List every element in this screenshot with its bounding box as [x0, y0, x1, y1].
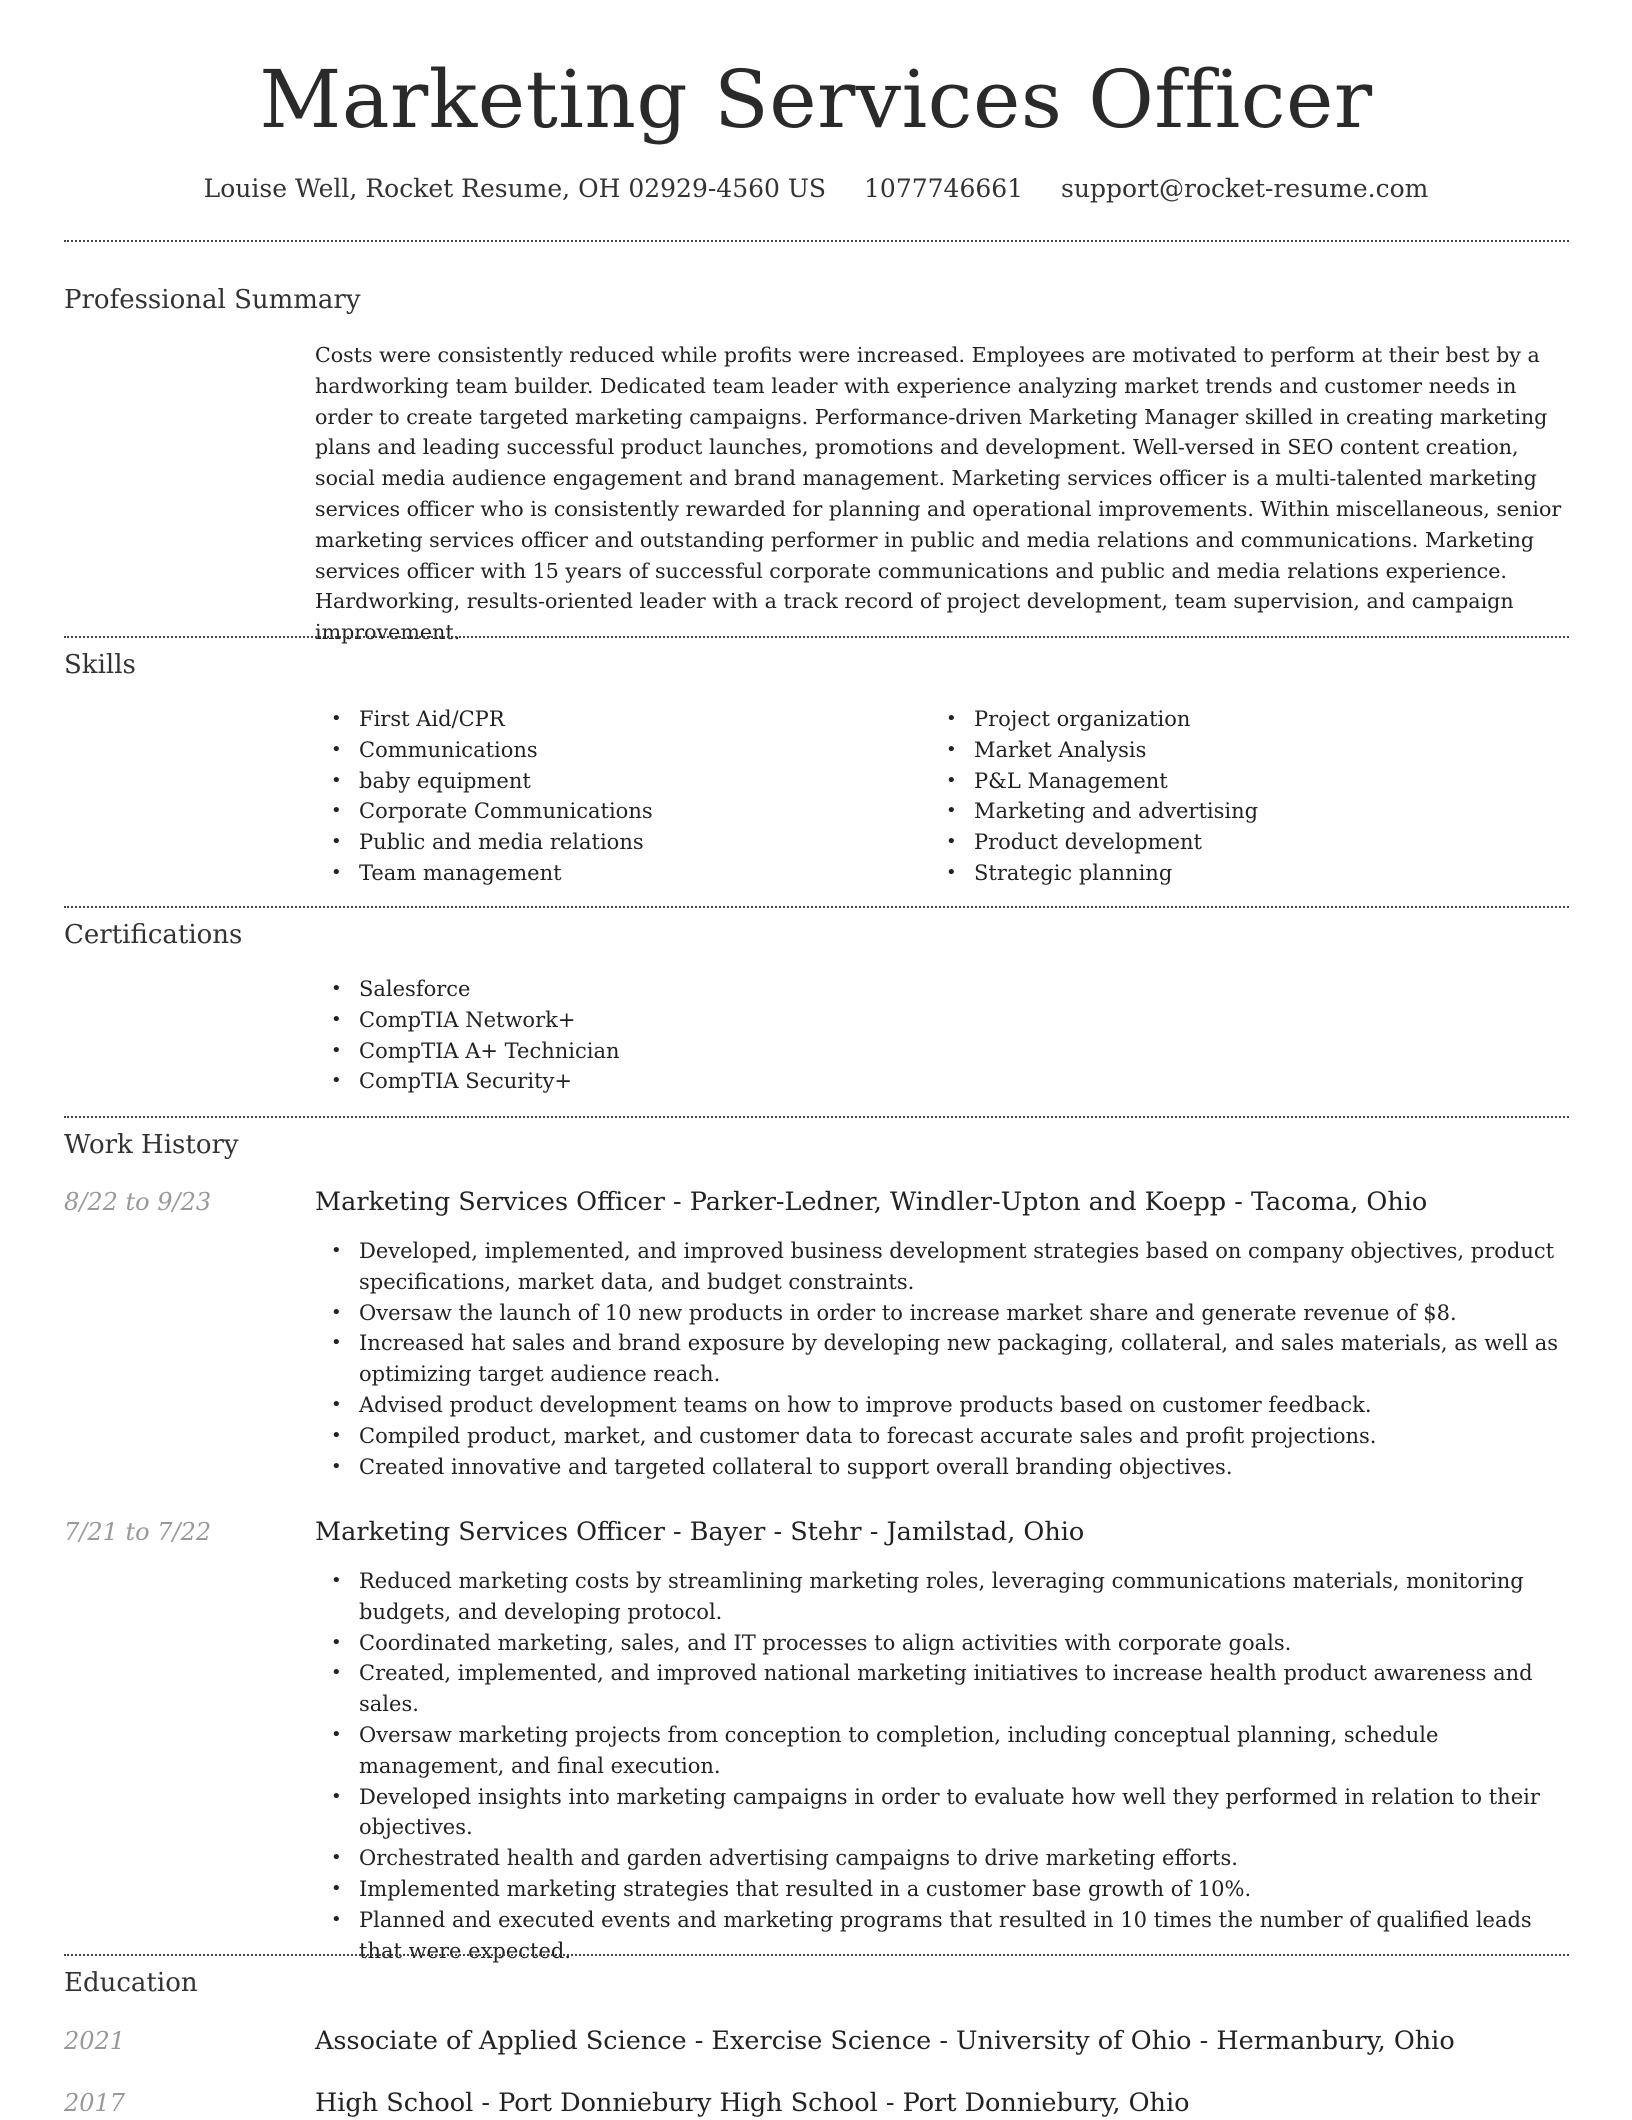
- education-heading: Associate of Applied Science - Exercise Science - University of Ohio - Hermanbury, Ohio: [315, 2026, 1455, 2056]
- section-title-education: Education: [64, 1968, 198, 1998]
- list-item: • Increased hat sales and brand exposure by developing new packaging, collateral, and sales materials, as well as optimizing target audience reach.: [315, 1328, 1569, 1390]
- list-item: • Advised product development teams on how to improve products based on customer feedback.: [315, 1390, 1569, 1421]
- contact-line: [0, 172, 1632, 206]
- list-item: • Project organization: [930, 704, 1530, 735]
- list-item: • Developed insights into marketing campaigns in order to evaluate how well they performed in relation to their objectives.: [315, 1782, 1569, 1844]
- list-item: • CompTIA A+ Technician: [315, 1036, 1115, 1067]
- list-item: • Communications: [315, 735, 915, 766]
- list-item: • Implemented marketing strategies that resulted in a customer base growth of 10%.: [315, 1874, 1569, 1905]
- job-heading: Marketing Services Officer - Parker-Ledner, Windler-Upton and Koepp - Tacoma, Ohio: [315, 1187, 1428, 1217]
- list-item: • Planned and executed events and marketing programs that resulted in 10 times the number of qualified leads that were expected.: [315, 1905, 1569, 1967]
- list-item: • Oversaw the launch of 10 new products in order to increase market share and generate revenue of $8.: [315, 1298, 1569, 1329]
- list-item: • Developed, implemented, and improved business development strategies based on company objectives, product specifications, market data, and budget constraints.: [315, 1236, 1569, 1298]
- divider: [64, 1954, 1569, 1956]
- job-heading: Marketing Services Officer - Bayer - Stehr - Jamilstad, Ohio: [315, 1517, 1085, 1547]
- list-item: • P&L Management: [930, 766, 1530, 797]
- section-title-work: Work History: [64, 1130, 239, 1160]
- summary-text: Costs were consistently reduced while profits were increased. Employees are motivated to perform at their best by a hardworking team builder. Dedicated team leader with experience analyzing market trends and customer needs in order to create targeted marketing campaigns. Performance-driven Marketing Manager skilled in creating marketing plans and leading successful product launches, promotions and development. Well-versed in SEO content creation, social media audience engagement and brand management. Marketing services officer is a multi-talented marketing services officer who is consistently rewarded for planning and operational improvements. Within miscellaneous, senior marketing services officer and outstanding performer in public and media relations and communications. Marketing services officer with 15 years of successful corporate communications and public and media relations experience. Hardworking, results-oriented leader with a track record of project development, team supervision, and campaign improvement.: [315, 343, 1562, 645]
- phone: 1077746661: [864, 174, 1024, 203]
- section-title-summary: Professional Summary: [64, 285, 361, 315]
- section-title-certifications: Certifications: [64, 920, 243, 950]
- section-title-skills: Skills: [64, 650, 136, 680]
- list-item: • Compiled product, market, and customer data to forecast accurate sales and profit projections.: [315, 1421, 1569, 1452]
- education-year: 2017: [64, 2089, 126, 2117]
- list-item: • Marketing and advertising: [930, 796, 1530, 827]
- list-item: • Created, implemented, and improved national marketing initiatives to increase health product awareness and sales.: [315, 1658, 1569, 1720]
- address: Louise Well, Rocket Resume, OH 02929-4560 US: [203, 174, 827, 203]
- list-item: • Strategic planning: [930, 858, 1530, 889]
- education-heading: High School - Port Donniebury High School - Port Donniebury, Ohio: [315, 2088, 1190, 2118]
- list-item: • Orchestrated health and garden advertising campaigns to drive marketing efforts.: [315, 1843, 1569, 1874]
- list-item: • Created innovative and targeted collateral to support overall branding objectives.: [315, 1452, 1569, 1483]
- list-item: • CompTIA Network+: [315, 1005, 1115, 1036]
- list-item: • First Aid/CPR: [315, 704, 915, 735]
- list-item: • Team management: [315, 858, 915, 889]
- email: support@rocket-resume.com: [1061, 174, 1429, 203]
- list-item: • Product development: [930, 827, 1530, 858]
- list-item: • Oversaw marketing projects from conception to completion, including conceptual planning, schedule management, and final execution.: [315, 1720, 1569, 1782]
- list-item: • Public and media relations: [315, 827, 915, 858]
- job-bullets: [315, 1236, 1569, 1482]
- job-bullets: [315, 1566, 1569, 1966]
- job-dates: 7/21 to 7/22: [64, 1518, 212, 1546]
- skills-list-left: [315, 704, 915, 889]
- list-item: • CompTIA Security+: [315, 1066, 1115, 1097]
- list-item: • baby equipment: [315, 766, 915, 797]
- divider: [64, 240, 1569, 242]
- education-year: 2021: [64, 2027, 126, 2055]
- divider: [64, 906, 1569, 908]
- list-item: • Salesforce: [315, 974, 1115, 1005]
- job-dates: 8/22 to 9/23: [64, 1188, 212, 1216]
- divider: [64, 636, 1569, 638]
- page-title: Marketing Services Officer: [259, 53, 1373, 146]
- list-item: • Reduced marketing costs by streamlining marketing roles, leveraging communications materials, monitoring budgets, and developing protocol.: [315, 1566, 1569, 1628]
- divider: [64, 1116, 1569, 1118]
- skills-list-right: [930, 704, 1530, 889]
- list-item: • Coordinated marketing, sales, and IT processes to align activities with corporate goals.: [315, 1628, 1569, 1659]
- list-item: • Market Analysis: [930, 735, 1530, 766]
- certifications-list: [315, 974, 1115, 1097]
- list-item: • Corporate Communications: [315, 796, 915, 827]
